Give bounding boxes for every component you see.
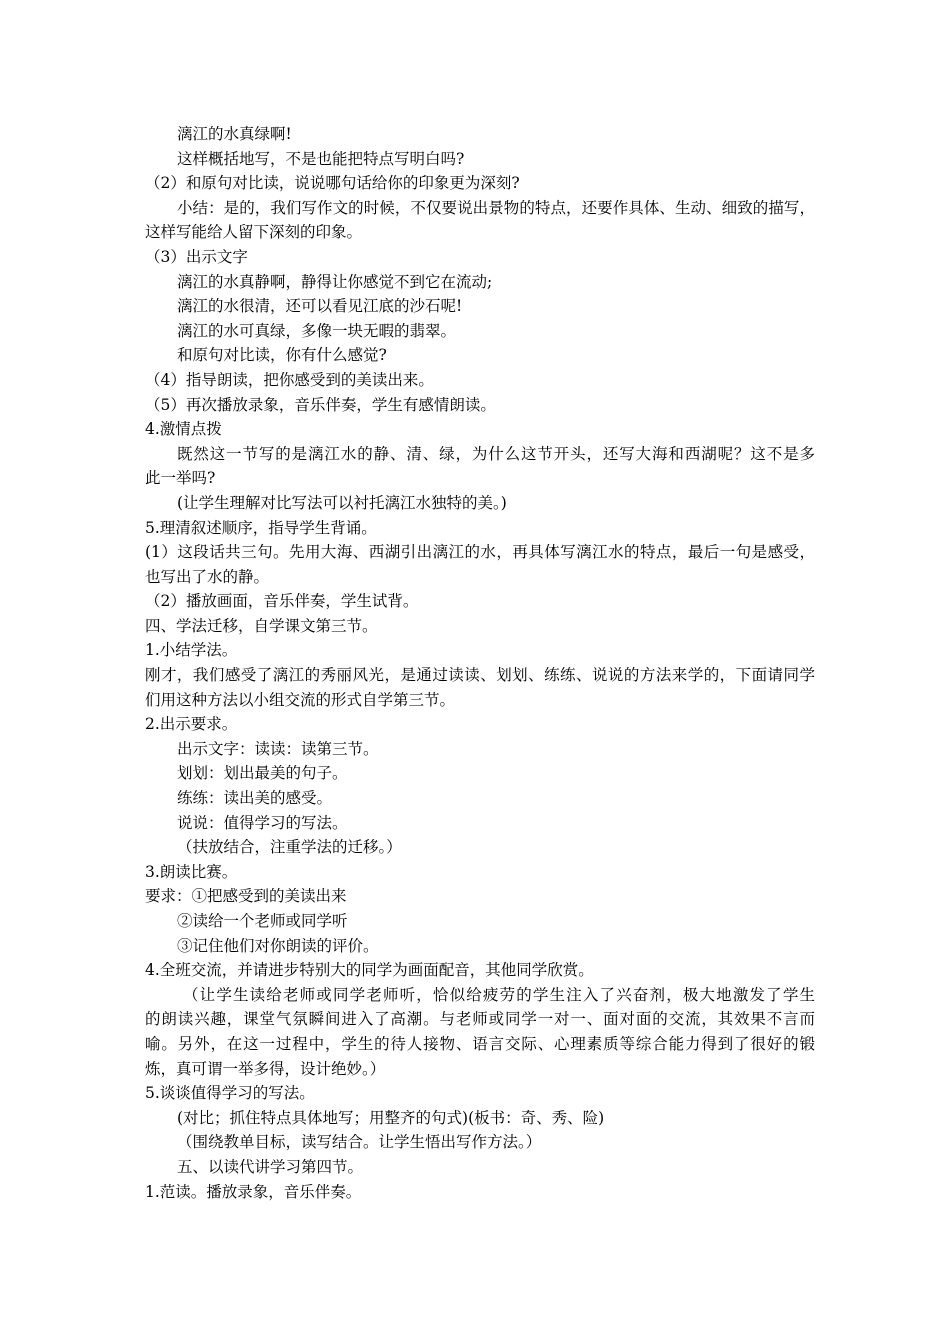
text-line: 既然这一节写的是漓江水的静、清、绿，为什么这节开头，还写大海和西湖呢？这不是多 <box>177 444 815 463</box>
text-line: 漓江的水可真绿，多像一块无暇的翡翠。 <box>177 321 457 340</box>
text-line: (1）这段话共三句。先用大海、西湖引出漓江的水，再具体写漓江水的特点，最后一句是感受， <box>145 543 815 562</box>
text-line: 漓江的水真静啊，静得让你感觉不到它在流动; <box>177 272 493 291</box>
text-line: （2）播放画面，音乐伴奏，学生试背。 <box>145 592 419 611</box>
text-line: 出示文字：读读：读第三节。 <box>177 739 379 758</box>
text-line: 炼，真可谓一举多得，设计绝妙。） <box>145 1059 386 1078</box>
text-line: 喻。另外，在这一过程中，学生的待人接物、语言交际、心理素质等综合能力得到了很好的锻 <box>145 1034 815 1053</box>
text-line: （5）再次播放录象，音乐伴奏，学生有感情朗读。 <box>145 395 496 414</box>
text-line: （扶放结合，注重学法的迁移。） <box>177 838 402 857</box>
text-line: 3.朗读比赛。 <box>145 862 238 881</box>
text-line: 要求：①把感受到的美读出来 <box>145 887 347 906</box>
text-line: 练练：读出美的感受。 <box>177 789 333 808</box>
text-line: 1.范读。播放录象，音乐伴奏。 <box>145 1182 362 1201</box>
text-line: 这样写能给人留下深刻的印象。 <box>145 223 363 242</box>
text-line: 也写出了水的静。 <box>145 567 270 586</box>
text-line: (对比；抓住特点具体地写；用整齐的句式)(板书：奇、秀、险) <box>177 1108 605 1127</box>
text-line: 这样概括地写，不是也能把特点写明白吗? <box>177 149 465 168</box>
text-line: （4）指导朗读，把你感受到的美读出来。 <box>145 370 434 389</box>
text-line: 漓江的水真绿啊! <box>177 125 292 143</box>
text-line: ③记住他们对你朗读的评价。 <box>177 936 379 955</box>
text-line: ②读给一个老师或同学听 <box>177 912 348 930</box>
text-line: 5.谈谈值得学习的写法。 <box>145 1084 315 1103</box>
text-line: 五、以读代讲学习第四节。 <box>177 1157 364 1176</box>
text-line: 四、学法迁移，自学课文第三节。 <box>145 616 378 635</box>
text-line: 4.全班交流，并请进步特别大的同学为画面配音，其他同学欣赏。 <box>145 961 594 980</box>
document-page <box>0 122 950 1204</box>
text-line: 4.激情点拨 <box>145 420 222 439</box>
text-line: （3）出示文字 <box>145 247 248 266</box>
text-line: 小结：是的，我们写作文的时候，不仅要说出景物的特点，还要作具体、生动、细致的描写， <box>177 198 815 217</box>
text-line: 1.小结学法。 <box>145 641 238 660</box>
text-line: （让学生读给老师或同学老师听，恰似给疲劳的学生注入了兴奋剂，极大地激发了学生 <box>183 985 815 1004</box>
text-line: （2）和原句对比读，说说哪句话给你的印象更为深刻? <box>145 174 520 193</box>
text-line: 和原句对比读，你有什么感觉? <box>177 346 387 365</box>
text-line: 刚才，我们感受了漓江的秀丽风光，是通过读读、划划、练练、说说的方法来学的，下面请同学 <box>145 666 815 685</box>
text-line: 5.理清叙述顺序，指导学生背诵。 <box>145 518 377 537</box>
text-line: 划划：划出最美的句子。 <box>177 764 348 783</box>
text-line: 2.出示要求。 <box>145 715 238 734</box>
text-line: （围绕教单目标，读写结合。让学生悟出写作方法。） <box>177 1133 542 1152</box>
text-line: 说说：值得学习的写法。 <box>177 813 348 832</box>
text-line: 此一举吗? <box>145 469 216 488</box>
text-line: 漓江的水很清，还可以看见江底的沙石呢! <box>177 297 463 316</box>
text-line: 们用这种方法以小组交流的形式自学第三节。 <box>145 690 456 709</box>
text-line: (让学生理解对比写法可以衬托漓江水独特的美。) <box>177 493 507 512</box>
text-line: 的朗读兴趣，课堂气氛瞬间进入了高潮。与老师或同学一对一、面对面的交流，其效果不言而 <box>145 1010 815 1029</box>
